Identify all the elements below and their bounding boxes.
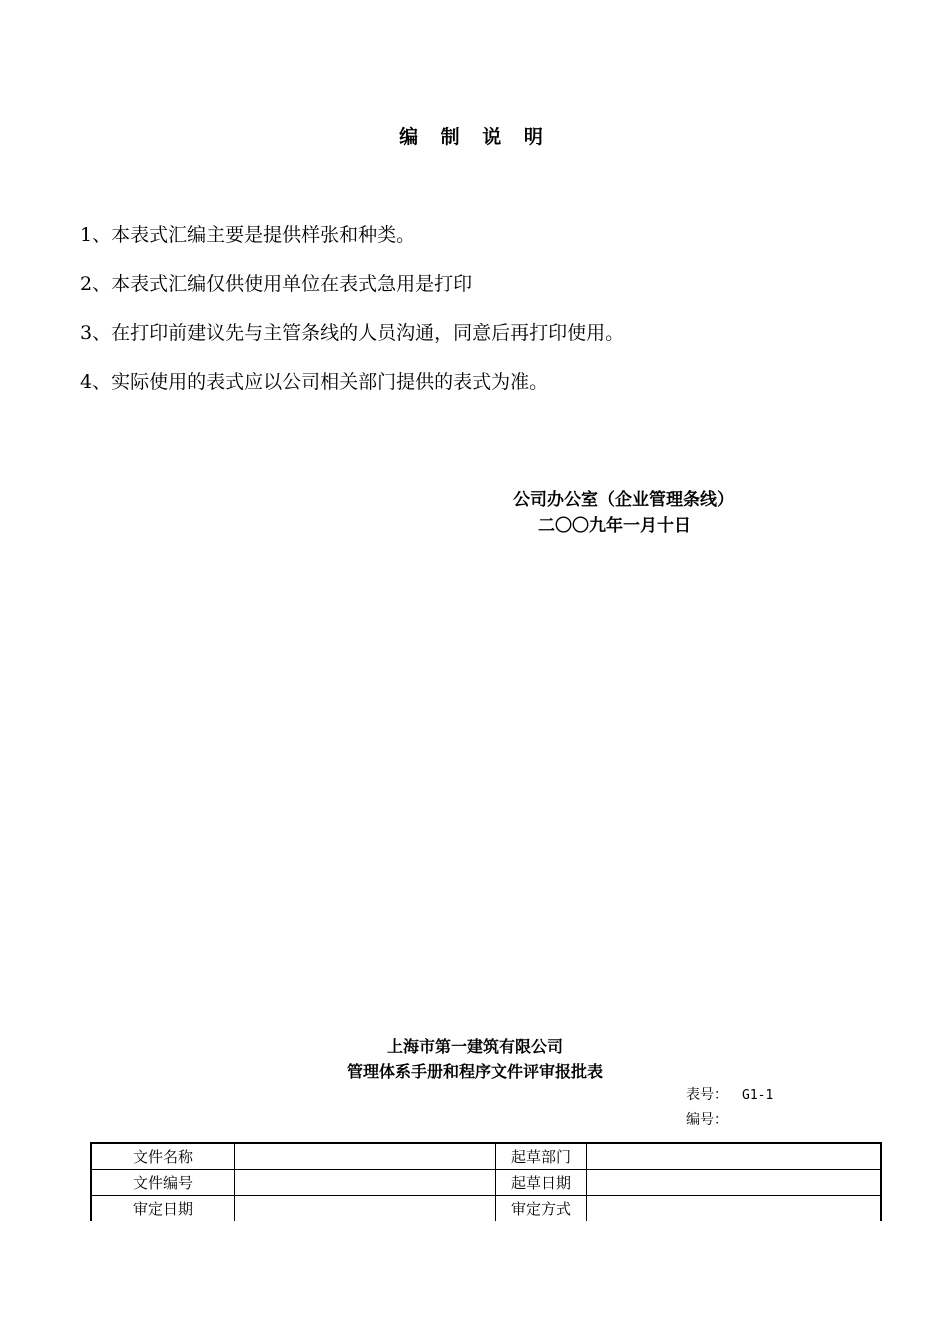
table-row [91,1143,881,1170]
field-value-approval-date[interactable] [235,1196,496,1222]
field-label: 起草部门 [496,1143,587,1170]
field-label: 文件编号 [91,1170,235,1196]
note-item: 1、本表式汇编主要是提供样张和种类。 [80,224,416,246]
field-value-drafting-department[interactable] [587,1143,882,1170]
company-name: 上海市第一建筑有限公司 [386,1037,563,1056]
field-value-document-name[interactable] [235,1143,496,1170]
review-form-table [90,1142,882,1221]
signature-department: 公司办公室（企业管理条线） [513,490,734,510]
form-number-label: 表号： [686,1087,728,1103]
note-item: 2、本表式汇编仅供使用单位在表式急用是打印 [80,273,473,295]
serial-number-label: 编号： [686,1112,728,1128]
notes-list [80,220,624,416]
form-number-value: G1-1 [742,1088,774,1103]
serial-number [686,1109,742,1129]
field-label: 审定日期 [91,1196,235,1222]
signature-date: 二〇〇九年一月十日 [538,516,691,536]
field-label: 起草日期 [496,1170,587,1196]
field-label: 文件名称 [91,1143,235,1170]
field-value-document-number[interactable] [235,1170,496,1196]
page-title: 编 制 说 明 [399,126,551,148]
form-title: 管理体系手册和程序文件评审报批表 [346,1062,603,1081]
table-row [91,1196,881,1222]
field-label: 审定方式 [496,1196,587,1222]
field-value-drafting-date[interactable] [587,1170,882,1196]
table-row [91,1170,881,1196]
note-item: 4、实际使用的表式应以公司相关部门提供的表式为准。 [80,371,549,393]
field-value-approval-method[interactable] [587,1196,882,1222]
form-number [686,1084,773,1104]
note-item: 3、在打印前建议先与主管条线的人员沟通，同意后再打印使用。 [80,322,625,344]
